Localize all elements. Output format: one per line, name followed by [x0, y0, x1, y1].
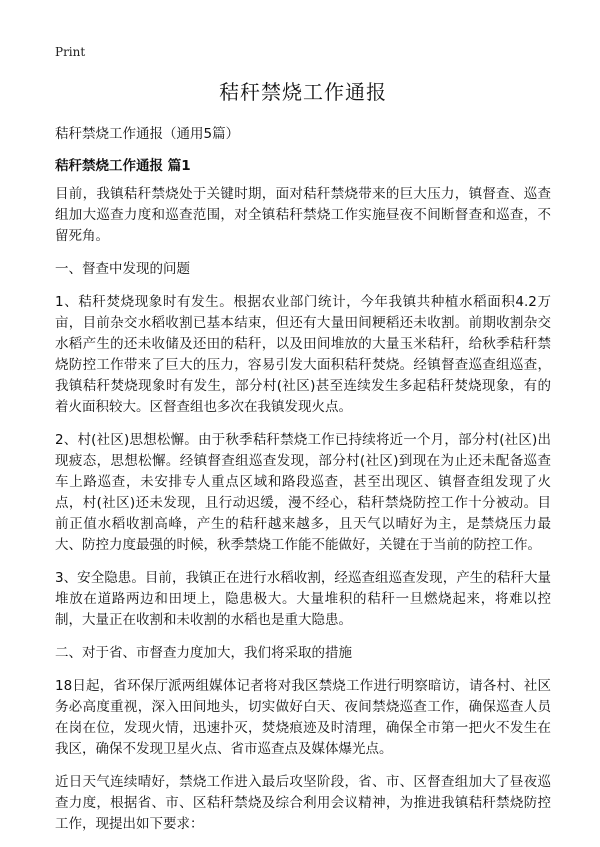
section-heading: 秸秆禁烧工作通报 篇1 — [55, 158, 191, 174]
paragraph-problem-2: 2、村(社区)思想松懈。由于秋季秸秆禁烧工作已持续将近一个月，部分村(社区)出现疲态，思想松懈。经镇督查组巡查发现，部分村(社区)到现在为止还未配备巡查车上路巡查，未安排专人重点区域和路段巡查，甚至出现区、镇督查组发现了火点，村(社区)还未发现，且行动迟缓，漫不经心，秸秆禁烧防控工作十分被动。目前正值水稻收割高峰，产生的秸秆越来越多，且天气以晴好为主，是禁烧压力最大、防控力度最强的时候，秋季禁烧工作能不能做好，关键在于当前的防控工作。 — [55, 432, 551, 553]
paragraph-problem-1: 1、秸秆焚烧现象时有发生。根据农业部门统计，今年我镇共种植水稻面积4.2万亩，目前杂交水稻收割已基本结束，但还有大量田间粳稻还未收割。前期收割杂交水稻产生的还未收储及还田的秸秆，以及田间堆放的大量玉米秸秆，给秋季秸秆禁烧防控工作带来了巨大的压力，容易引发大面积秸秆焚烧。经镇督查巡查组巡查，我镇秸秆焚烧现象时有发生，部分村(社区)甚至连续发生多起秸秆焚烧现象，有的着火面积较大。区督查组也多次在我镇发现火点。 — [55, 294, 551, 415]
paragraph-problem-3: 3、安全隐患。目前，我镇正在进行水稻收割，经巡查组巡查发现，产生的秸秆大量堆放在道路两边和田埂上，隐患极大。大量堆积的秸秆一旦燃烧起来，将难以控制，大量正在收割和未收割的水稻也是重大隐患。 — [55, 570, 551, 628]
paragraph-heading-problems: 一、督查中发现的问题 — [55, 261, 190, 277]
paragraph-intro: 目前，我镇秸秆禁烧处于关键时期，面对秸秆禁烧带来的巨大压力，镇督查、巡查组加大巡查力度和巡查范围，对全镇秸秆禁烧工作实施昼夜不间断督查和巡查，不留死角。 — [55, 186, 551, 244]
document-body — [55, 74, 551, 847]
paragraph-measures-2: 近日天气连续晴好，禁烧工作进入最后攻坚阶段，省、市、区督查组加大了昼夜巡查力度，根据省、市、区秸秆禁烧及综合利用会议精神，为推进我镇秸秆禁烧防控工作，现提出如下要求： — [55, 774, 551, 832]
paragraph-measures-1: 18日起，省环保厅派两组媒体记者将对我区禁烧工作进行明察暗访，请各村、社区务必高度重视，深入田间地头，切实做好白天、夜间禁烧巡查工作，确保巡查人员在岗在位，发现火情，迅速扑灭，焚烧痕迹及时清理，确保全市第一把火不发生在我区，确保不发现卫星火点、省市巡查点及媒体爆光点。 — [55, 678, 551, 757]
print-link[interactable]: Print — [55, 45, 86, 59]
document-subtitle: 秸秆禁烧工作通报（通用5篇） — [55, 126, 240, 142]
paragraph-heading-measures: 二、对于省、市督查力度加大，我们将采取的措施 — [55, 645, 352, 661]
page-title: 秸秆禁烧工作通报 — [219, 80, 387, 104]
